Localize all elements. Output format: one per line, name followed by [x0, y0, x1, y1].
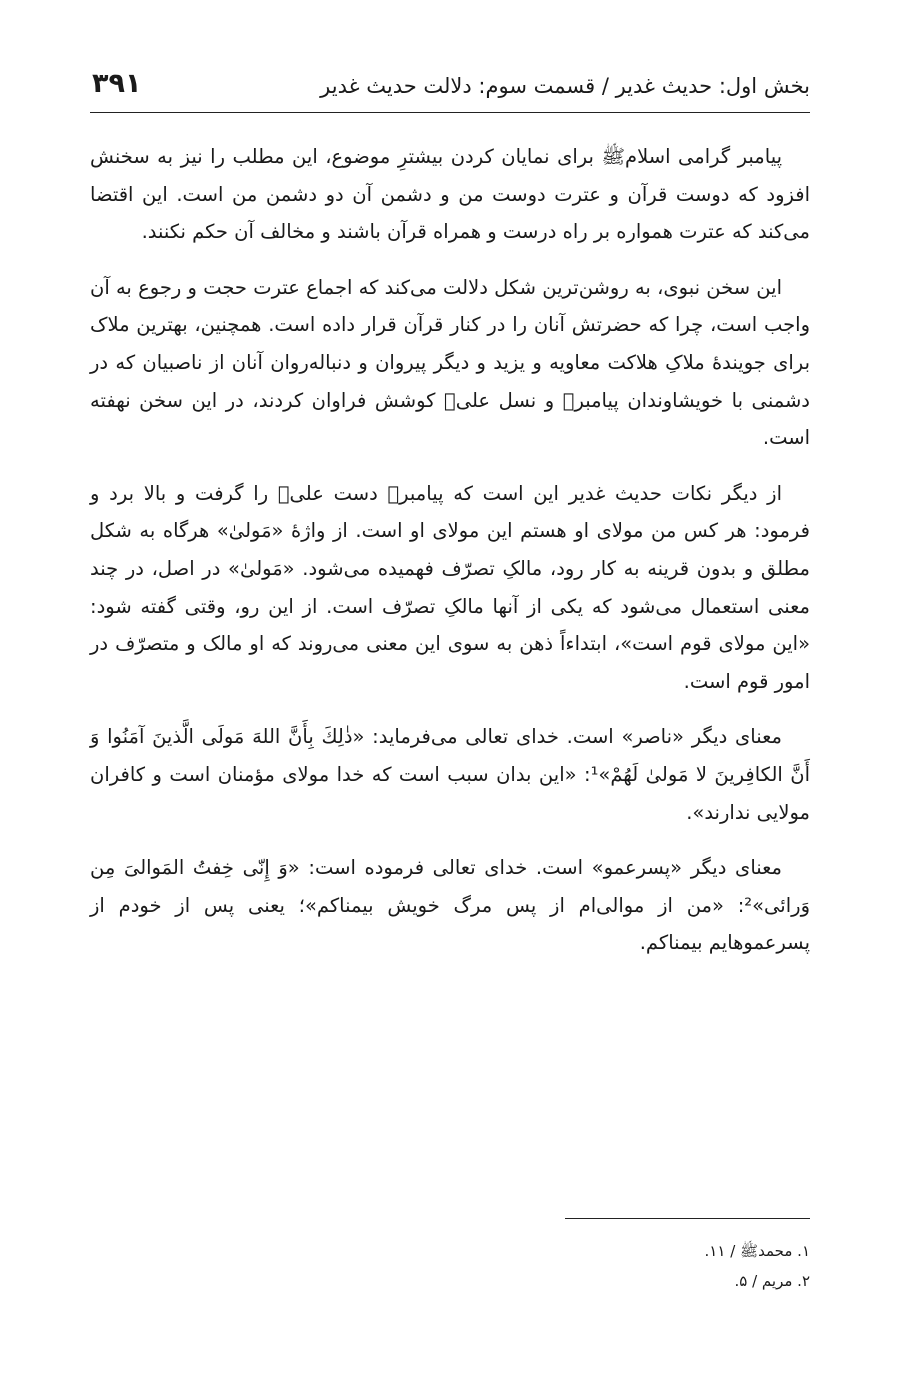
- paragraph-1: پیامبر گرامی اسلامﷺ برای نمایان کردن بیشترِ موضوع، این مطلب را نیز به سخنش افزود که دوست قرآن و عترت دوست من و دشمن آن دو دشمن من است. این اقتضا می‌کند که عترت همواره بر راه درست و همراه قرآن باشند و مخالف آن حکم نکنند.: [90, 145, 810, 244]
- page-header: [90, 62, 810, 113]
- footnotes: [90, 1236, 810, 1296]
- footnote-1: ۱. محمدﷺ / ۱۱.: [704, 1242, 810, 1260]
- paragraph-4: معنای دیگر «ناصر» است. خدای تعالی می‌فرماید: «ذٰلِكَ بِأَنَّ اللهَ مَولَی الَّذینَ آمَنُوا وَ أَنَّ الکافِرینَ لا مَولیٰ لَهُمْ»¹: «این بدان سبب است که خدا مولای مؤمنان است و کافران مولایی ندارند».: [90, 725, 810, 824]
- footnote-divider: [565, 1218, 810, 1219]
- body-text: [90, 138, 810, 980]
- paragraph-3: از دیگر نکات حدیث غدیر این است که پیامبرﷺ دست علیؑ را گرفت و بالا برد و فرمود: هر کس من مولای او هستم این مولای او است. از واژهٔ «مَولیٰ» هرگاه به شکل مطلق و بدون قرینه به کار رود، مالکِ تصرّف فهمیده می‌شود. «مَولیٰ» در اصل، در چند معنی استعمال می‌شود که یکی از آنها مالکِ تصرّف است. از این رو، وقتی گفته شود: «این مولای قوم است»، ابتداءاً ذهن به سوی این معنی می‌روند که او مالک و متصرّف در امور قوم است.: [90, 481, 810, 693]
- page-number: ۳۹۱: [92, 68, 142, 99]
- footnote-2: ۲. مریم / ۵.: [734, 1272, 810, 1290]
- paragraph-2: این سخن نبوی، به روشن‌ترین شکل دلالت می‌کند که اجماع عترت حجت و رجوع به آن واجب است، چرا که حضرتش آنان را در کنار قرآن قرار داده است. همچنین، بهترین ملاک برای جویندهٔ ملاکِ هلاکت معاویه و یزید و دیگر پیروان و دنباله‌روان آنان از ناصبیان که در دشمنی با خویشاوندان پیامبرﷺ و نسل علیؑ کوشش فراوان کردند، در این سخن نهفته است.: [90, 275, 810, 450]
- running-head: بخش اول: حدیث غدیر / قسمت سوم: دلالت حدیث غدیر: [320, 74, 810, 98]
- paragraph-5: معنای دیگر «پسرعمو» است. خدای تعالی فرموده است: «وَ إِنّی خِفتُ المَوالیَ مِن وَرائی»²: «من از موالی‌ام از پس مرگ خویش بیمناکم»؛ یعنی پس از خودم از پسرعموهایم بیمناکم.: [90, 856, 810, 955]
- book-page: [90, 0, 810, 1390]
